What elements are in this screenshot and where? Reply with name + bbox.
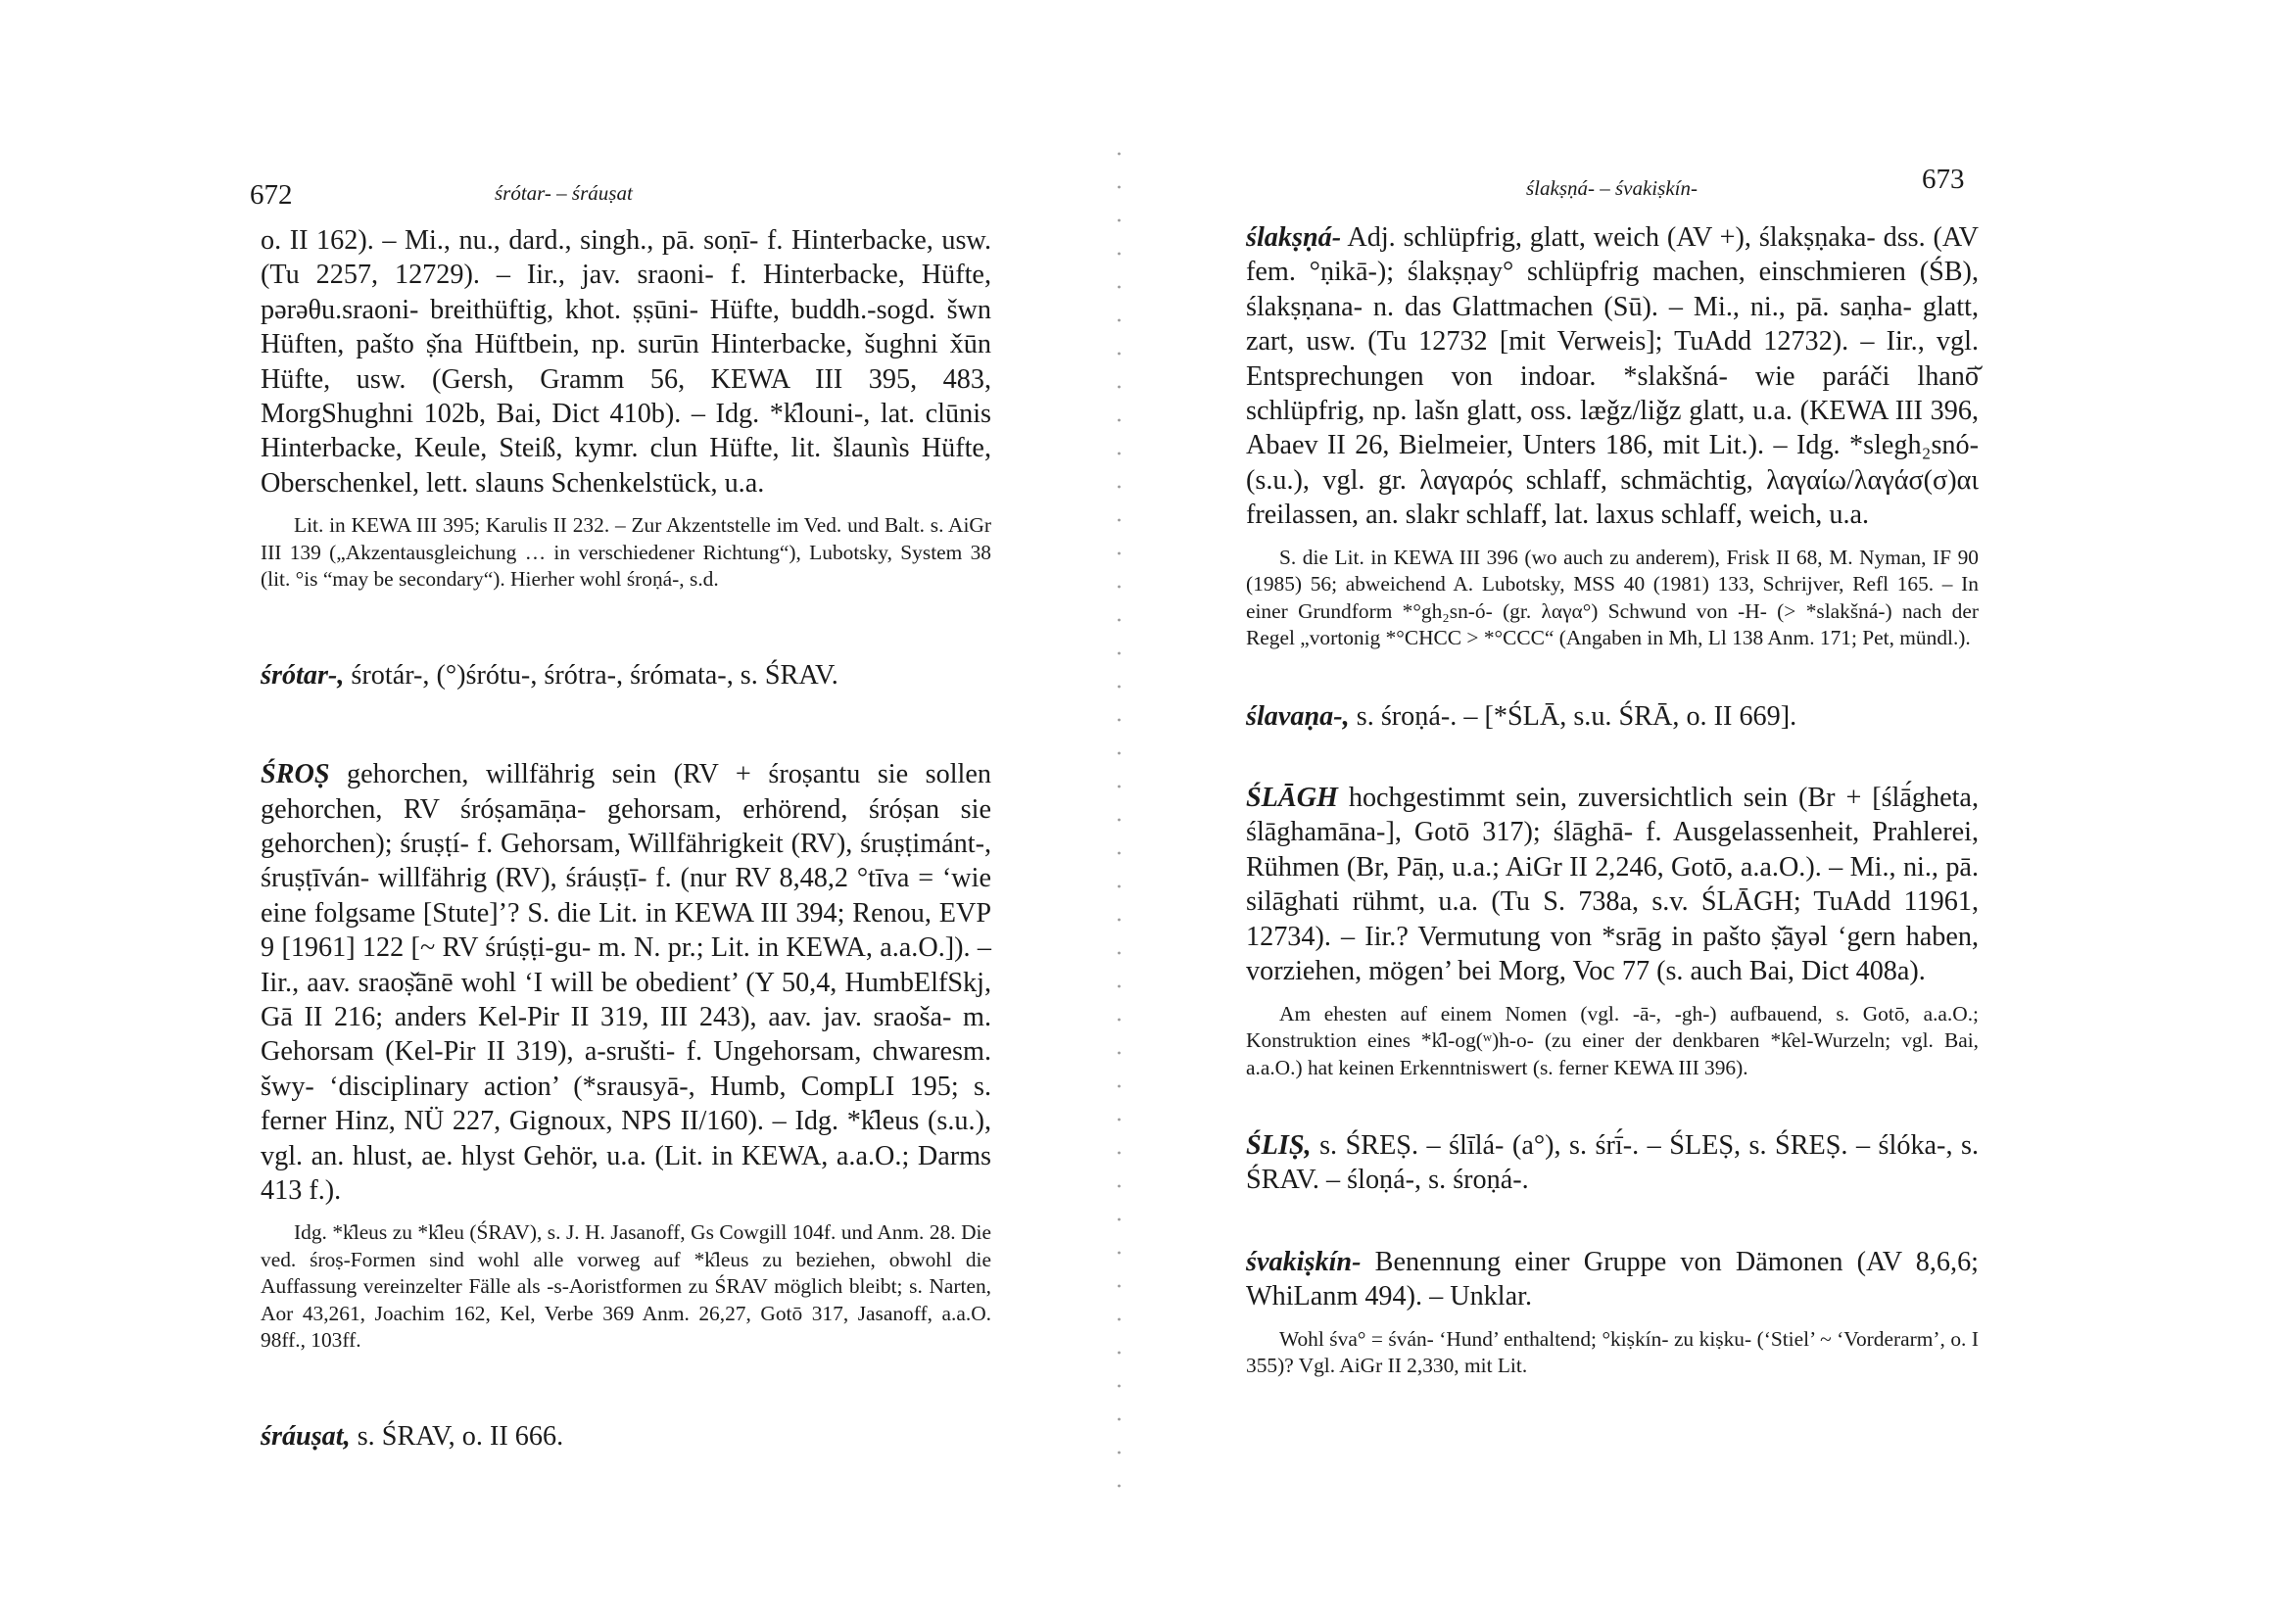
headword: ŚROṢ <box>261 759 330 790</box>
entry-text: gehorchen, willfährig sein (RV + śroṣantu sie sollen gehorchen, RV śróṣamāṇa- gehorsam, erhörend, śróṣan sie gehorchen); śruṣṭí- f. Gehorsam, Willfährigkeit (RV), śruṣṭimánt-, śruṣṭīván- willfährig (RV), śráuṣṭī- f. (nur RV 8,48,2 °tīva = ‘wie eine folgsame [Stute]’? S. die Lit. in KEWA III 394; Renou, EVP 9 [1961] 122 [~ RV śrúṣṭi-gu- m. N. pr.; Lit. in KEWA, a.a.O.]). – Iir., aav. sraoṣ̌ānē wohl ‘I will be obedient’ (Y 50,4, HumbElfSkj, Gā II 216; anders Kel-Pir II 319, III 243), aav. jav. sraoša- m. Gehorsam (Kel-Pir II 319), a-srušti- f. Ungehorsam, chwaresm. šwy- ‘disciplinary action’ (*srausyā-, Humb, CompLI 195; s. ferner Hinz, NÜ 227, Gignoux, NPS II/160). – Idg. *k̑leus (s.u.), vgl. an. hlust, ae. hlyst Gehör, u.a. (Lit. in KEWA, a.a.O.; Darms 413 f.). <box>261 759 991 1207</box>
entry-slaksna <box>1246 220 1979 533</box>
entry-text: s. ŚREṢ. – ślīlá- (a°), s. śrī́-. – ŚLEṢ, s. ŚREṢ. – ślóka-, s. ŚRAV. – śloṇá-, s. śroṇá-. <box>1246 1130 1979 1196</box>
note-paragraph: Lit. in KEWA III 395; Karulis II 232. – Zur Akzentstelle im Ved. und Balt. s. AiGr III 139 („Akzentausgleichung … in verschiedener Richtung“), Lubotsky, System 38 (lit. °is “may be secondary“). Hierher wohl śroṇá-, s.d. <box>261 513 991 592</box>
entry-text: s. ŚRAV, o. II 666. <box>350 1420 564 1452</box>
headword: ŚLĀGH <box>1246 783 1338 814</box>
entry-text: śrotár-, (°)śrótu-, śrótra-, śrómata-, s. ŚRAV. <box>344 659 838 691</box>
entry-slagh <box>1246 781 1979 988</box>
paragraph: o. II 162). – Mi., nu., dard., singh., pā. soṇī- f. Hinterbacke, usw. (Tu 2257, 12729). – Iir., jav. sraoni- f. Hinterbacke, Hüfte, pərəθu.sraoni- breithüftig, khot. ṣṣūni- Hüfte, buddh.-sogd. šwn Hüften, pašto ṣ̌na Hüftbein, np. surūn Hinterbacke, šughni x̌ūn Hüfte, usw. (Gersh, Gramm 56, KEWA III 395, 483, MorgShughni 102b, Bai, Dict 410b). – Idg. *k̑louni-, lat. clūnis Hinterbacke, Keule, Steiß, kymr. clun Hüfte, lit. šlaunìs Hüfte, Oberschenkel, lett. slauns Schenkelstück, u.a. <box>261 225 991 499</box>
page-number: 672 <box>250 179 293 211</box>
headword: śrótar-, <box>261 659 345 691</box>
gutter-binding-marks <box>1118 137 1121 1508</box>
headword: śráuṣat, <box>261 1420 351 1452</box>
entry-srotar <box>261 658 991 692</box>
entry-text: Adj. schlüpfrig, glatt, weich (AV +), ślakṣṇaka- dss. (AV fem. °ṇikā-); ślakṣṇay° schlüpfrig machen, einschmieren (ŚB), ślakṣṇana- n. das Glattmachen (Sū). – Mi., ni., pā. saṇha- glatt, zart, usw. (Tu 12732 [mit Verweis]; TuAdd 12732). – Iir., vgl. Entsprechungen von indoar. *slakšná- wie paráči lhanō̆ schlüpfrig, np. lašn glatt, oss. læǧz/liǧz glatt, u.a. (KEWA III 396, Abaev II 26, Bielmeier, Unters 186, mit Lit.). – Idg. *slegh₂snó- (s.u.), vgl. gr. λαγαρός schlaff, schmächtig, λαγαίω/λαγάσ(σ)αι freilassen, an. slakr schlaff, lat. laxus schlaff, weich, u.a. <box>1246 222 1979 531</box>
headword: ślavaṇa-, <box>1246 700 1350 732</box>
right-column <box>1246 220 1979 1380</box>
running-head: ślakṣṇá- – śvakiṣkín- <box>1526 176 1698 200</box>
headword: śvakiṣkín- <box>1246 1246 1362 1277</box>
headword: ślakṣṇá- <box>1246 222 1342 253</box>
entry-text: hochgestimmt sein, zuversichtlich sein (Br + [ślā́gheta, ślāghamāna-], Gotō 317); ślāghā- f. Ausgelassenheit, Prahlerei, Rühmen (Br, Pāṇ, u.a.; AiGr II 2,246, Gotō, a.a.O.). – Mi., ni., pā. silāghati rühmt, u.a. (Tu S. 738a, s.v. ŚLĀGH; TuAdd 11961, 12734). – Iir.? Vermutung von *srāg in pašto ṣ̌āyəl ‘gern haben, vorziehen, mögen’ bei Morg, Voc 77 (s. auch Bai, Dict 408a). <box>1246 783 1979 987</box>
left-column <box>261 223 991 1454</box>
entry-sros <box>261 757 991 1208</box>
running-head: śrótar- – śráuṣat <box>495 181 633 205</box>
entry-text: s. śroṇá-. – [*ŚLĀ, s.u. ŚRĀ, o. II 669]. <box>1349 700 1797 732</box>
entry-svakiskin <box>1246 1245 1979 1314</box>
note-paragraph: Wohl śva° = śván- ‘Hund’ enthaltend; °kiṣkín- zu kiṣku- (‘Stiel’ ~ ‘Vorderarm’, o. I 355)? Vgl. AiGr II 2,330, mit Lit. <box>1246 1326 1979 1378</box>
note-paragraph: Idg. *k̑leus zu *k̑leu (ŚRAV), s. J. H. Jasanoff, Gs Cowgill 104f. und Anm. 28. Die ved. śroṣ-Formen sind wohl alle vorweg auf *k̑leus zu beziehen, obwohl die Auffassung vereinzelter Fälle als -s-Aoristformen zu ŚRAV möglich bleibt; s. Narten, Aor 43,261, Joachim 162, Kel, Verbe 369 Anm. 26,27, Gotō 317, Jasanoff, a.a.O. 98ff., 103ff. <box>261 1220 991 1353</box>
entry-srausat <box>261 1419 991 1454</box>
entry-slis <box>1246 1128 1979 1198</box>
note-paragraph: S. die Lit. in KEWA III 396 (wo auch zu anderem), Frisk II 68, M. Nyman, IF 90 (1985) 56; abweichend A. Lubotsky, MSS 40 (1981) 133, Schrijver, Refl 165. – In einer Grundform *°gh₂sn-ó- (gr. λαγα°) Schwund von -H- (> *slakšná-) nach der Regel „vortonig *°CHCC > *°CCC“ (Angaben in Mh, Ll 138 Anm. 171; Pet, mündl.). <box>1246 545 1979 650</box>
entry-text: Benennung einer Gruppe von Dämonen (AV 8,6,6; WhiLanm 494). – Unklar. <box>1246 1246 1979 1312</box>
headword: ŚLIṢ, <box>1246 1130 1312 1161</box>
note-paragraph: Am ehesten auf einem Nomen (vgl. -ā-, -gh-) aufbauend, s. Gotō, a.a.O.; Konstruktion eines *k̑l-og(ʷ)h-o- (zu einer der denkbaren *k̑el-Wurzeln; vgl. Bai, a.a.O.) hat keinen Erkenntniswert (s. ferner KEWA III 396). <box>1246 1001 1979 1079</box>
page-number: 673 <box>1922 164 1965 195</box>
right-page <box>1148 0 2296 1622</box>
entry-slavana <box>1246 699 1979 734</box>
